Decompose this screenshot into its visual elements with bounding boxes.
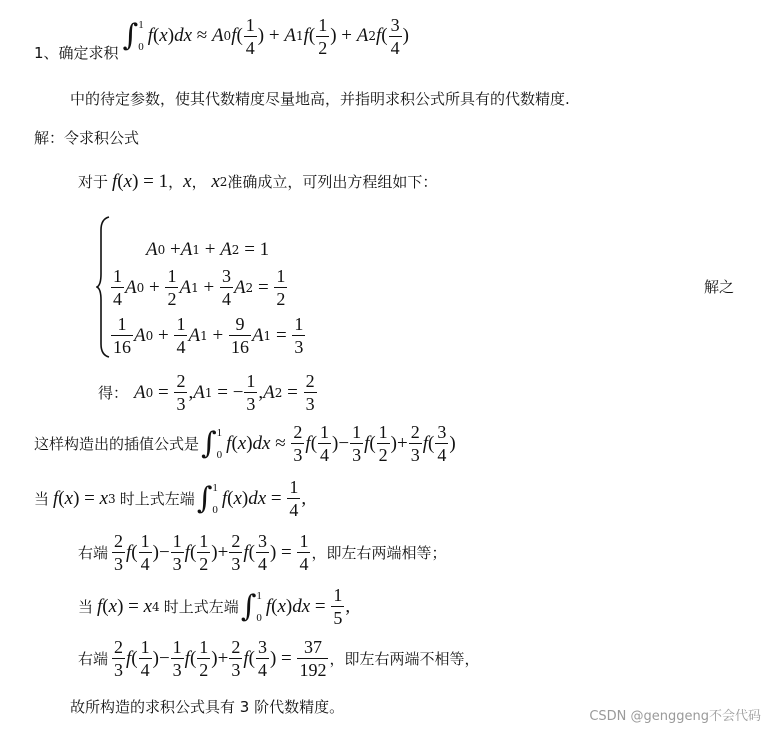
- equation-1: A 0 + A 1 + A 2 = 1: [146, 239, 270, 260]
- for-prefix: 对于: [78, 173, 109, 191]
- problem-header: [34, 10, 409, 62]
- watermark: CSDN @genggeng不会代码: [589, 709, 761, 724]
- interp-intro: 这样构造出的插值公式是: [34, 434, 200, 453]
- solve-label: 解之: [704, 278, 735, 296]
- right-label-1: 右端: [78, 543, 109, 562]
- problem-number: 1、确定求积: [34, 44, 119, 62]
- equation-2: $\frac{1}{4}$ A 0 + $\frac{1}{2}$ A 1 + $\frac{3}{4}$ A 2 = $\frac{1}{2}$: [113, 266, 286, 309]
- case4-prefix: 当: [78, 597, 94, 616]
- exactness-statement: 对于 f ( x ) = 1 ， x ， x 2 准确成立，可列出方程组如下：: [78, 171, 438, 192]
- system-brace: [96, 216, 110, 358]
- right-label-2: 右端: [78, 649, 109, 668]
- right-side-cubic: 右端 $\frac{2}{3}$ f ( $\frac{1}{4}$ ) − $\frac{1}{3}$ f ( $\frac{1}{2}$ ) + $\frac{2}{3}$ f ( $\frac{3}{4}$ ) = $\frac{1}{4}$ ，即左右两端相等；: [78, 531, 447, 574]
- quadrature-formula: ∫ 1 0 f ( x ) dx ≈ A 0 f ( $\frac{1}{4}$ ) + A 1 f ( $\frac{1}{2}$ ) + A 2 f ( $\frac{3}{4}$ ): [122, 14, 409, 58]
- right-side-quartic: 右端 $\frac{2}{3}$ f ( $\frac{1}{4}$ ) − $\frac{1}{3}$ f ( $\frac{1}{2}$ ) + $\frac{2}{3}$ f ( $\frac{3}{4}$ ) = $\frac{37}{192}$ ，即左右两端不相等，: [78, 637, 480, 680]
- interpolation-line: 这样构造出的插值公式是 ∫ 1 0 f ( x ) dx ≈ $\frac{2}{3}$ f ( $\frac{1}{4}$ ) − $\frac{1}{3}$ f ( $\frac{1}{2}$ ) + $\frac{2}{3}$ f ( $\frac{3}{4}$ ): [34, 422, 456, 465]
- equation-3: $\frac{1}{16}$ A 0 + $\frac{1}{4}$ A 1 + $\frac{9}{16}$ A 1 = $\frac{1}{3}$: [113, 314, 304, 357]
- case-cubic: 当 f ( x ) = x 3 时上式左端 ∫ 1 0 f ( x ) dx = $\frac{1}{4}$ ,: [34, 477, 307, 520]
- exact-intro: 准确成立，可列出方程组如下：: [227, 173, 438, 191]
- case-quartic: 当 f ( x ) = x 4 时上式左端 ∫ 1 0 f ( x ) dx = $\frac{1}{5}$ ,: [78, 585, 351, 628]
- problem-description: 中的待定参数，使其代数精度尽量地高，并指明求积公式所具有的代数精度.: [70, 90, 570, 108]
- solution-label: 解：令求积公式: [34, 129, 140, 147]
- conclusion: 故所构造的求积公式具有 3 阶代数精度。: [70, 698, 345, 716]
- case3-mid: 时上式左端: [119, 489, 195, 508]
- result-label: 得：: [98, 383, 129, 402]
- not-equal-note: ，即左右两端不相等，: [329, 649, 480, 668]
- result-line: 得： A 0 = $\frac{2}{3}$ , A 1 = − $\frac{1}{3}$ , A 2 = $\frac{2}{3}$: [98, 371, 315, 414]
- case3-prefix: 当: [34, 489, 50, 508]
- equal-note: ，即左右两端相等；: [311, 543, 447, 562]
- case4-mid: 时上式左端: [163, 597, 239, 616]
